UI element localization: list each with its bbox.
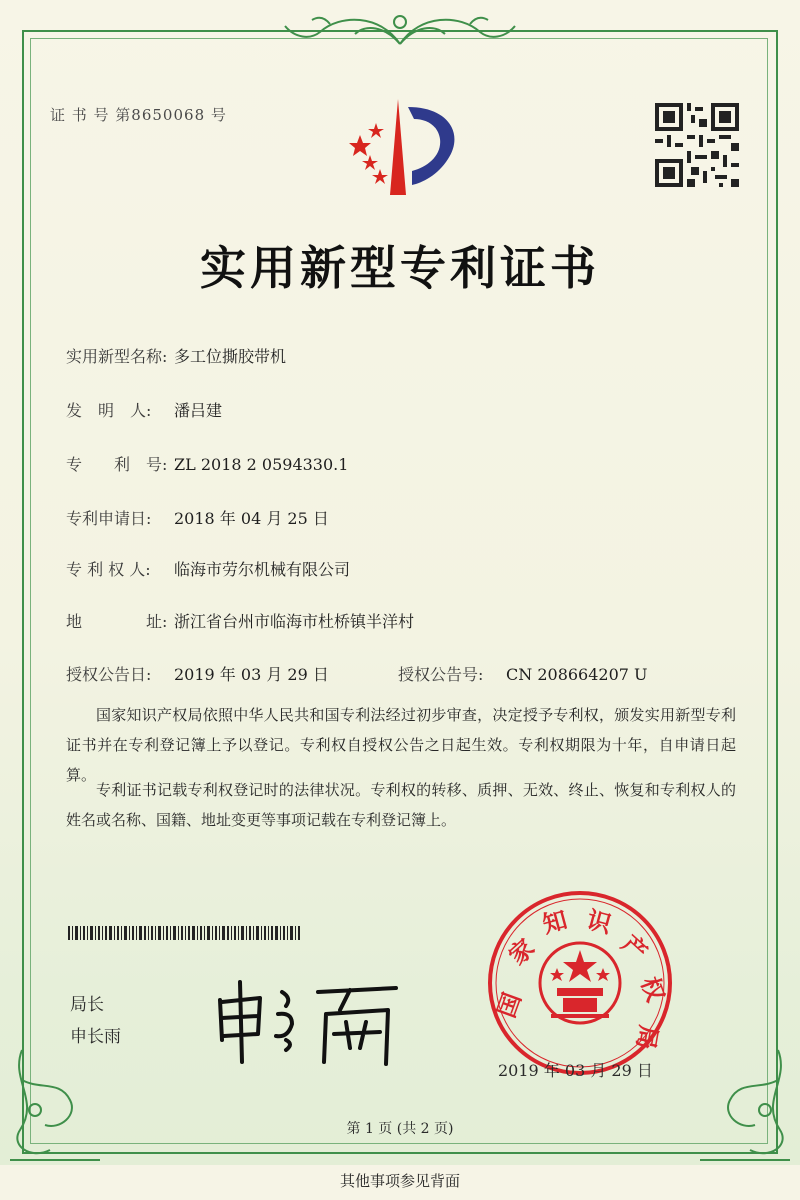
official-seal-icon [485, 888, 675, 1078]
field-inventor-label: 发 明 人: [66, 401, 152, 420]
field-announce-date [66, 662, 329, 685]
seal-date: 2019 年 03 月 29 日 [498, 1061, 653, 1080]
statement-paragraph-1: 国家知识产权局依照中华人民共和国专利法经过初步审查，决定授予专利权，颁发实用新型专利证书并在专利登记簿上予以登记。专利权自授权公告之日起生效。专利权期限为十年，自申请日起算。 [66, 706, 736, 784]
director-name: 申长雨 [70, 1027, 121, 1047]
field-patentee-label: 专 利 权 人: [66, 560, 151, 579]
seal-char-5: 产 [616, 929, 653, 967]
field-patentee [66, 557, 350, 580]
seal-char-7: 局 [631, 1023, 663, 1052]
top-ornament-icon [270, 4, 530, 50]
back-note: 其他事项参见背面 [339, 1172, 460, 1190]
field-address-label: 地 址: [66, 612, 168, 631]
field-inventor-value: 潘吕建 [174, 401, 223, 420]
seal-char-1: 国 [492, 989, 527, 1022]
qr-code-icon [655, 103, 739, 187]
seal-char-6: 权 [635, 973, 670, 1006]
field-patentee-value: 临海市劳尔机械有限公司 [174, 560, 351, 579]
field-filing-date-label: 专利申请日: [66, 509, 152, 528]
certificate-number: 证 书 号 第8650068 号 [50, 106, 227, 124]
field-name-label: 实用新型名称: [66, 347, 168, 366]
patent-office-emblem-icon [330, 95, 470, 200]
field-patent-no-value: ZL 2018 2 0594330.1 [174, 455, 349, 474]
field-name [66, 344, 286, 367]
field-announce-date-value: 2019 年 03 月 29 日 [174, 665, 329, 684]
field-filing-date [66, 506, 329, 529]
page-number: 第 1 页 (共 2 页) [346, 1121, 454, 1137]
bottom-right-ornament-icon [690, 1040, 800, 1170]
seal-char-3: 知 [539, 905, 571, 939]
bottom-left-ornament-icon [0, 1040, 110, 1170]
field-patent-no-label: 专 利 号: [66, 455, 168, 474]
director-title: 局长 [70, 995, 104, 1015]
certificate-title: 实用新型专利证书 [200, 241, 600, 295]
statement-paragraph-2: 专利证书记载专利权登记时的法律状况。专利权的转移、质押、无效、终止、恢复和专利权人的姓名或名称、国籍、地址变更等事项记载在专利登记簿上。 [66, 781, 736, 829]
field-filing-date-value: 2018 年 04 月 25 日 [174, 509, 329, 528]
seal-char-4: 识 [583, 905, 615, 939]
field-address [66, 609, 414, 632]
field-announce-no [398, 662, 648, 685]
field-announce-no-label: 授权公告号: [398, 665, 484, 684]
field-patent-no [66, 452, 348, 475]
field-name-value: 多工位撕胶带机 [174, 347, 287, 366]
field-announce-no-value: CN 208664207 U [506, 665, 648, 684]
field-inventor [66, 398, 222, 421]
field-announce-date-label: 授权公告日: [66, 665, 152, 684]
barcode-icon [68, 926, 300, 940]
field-address-value: 浙江省台州市临海市杜桥镇半洋村 [174, 612, 415, 631]
director-signature-icon [200, 970, 410, 1070]
seal-char-2: 家 [503, 933, 540, 971]
